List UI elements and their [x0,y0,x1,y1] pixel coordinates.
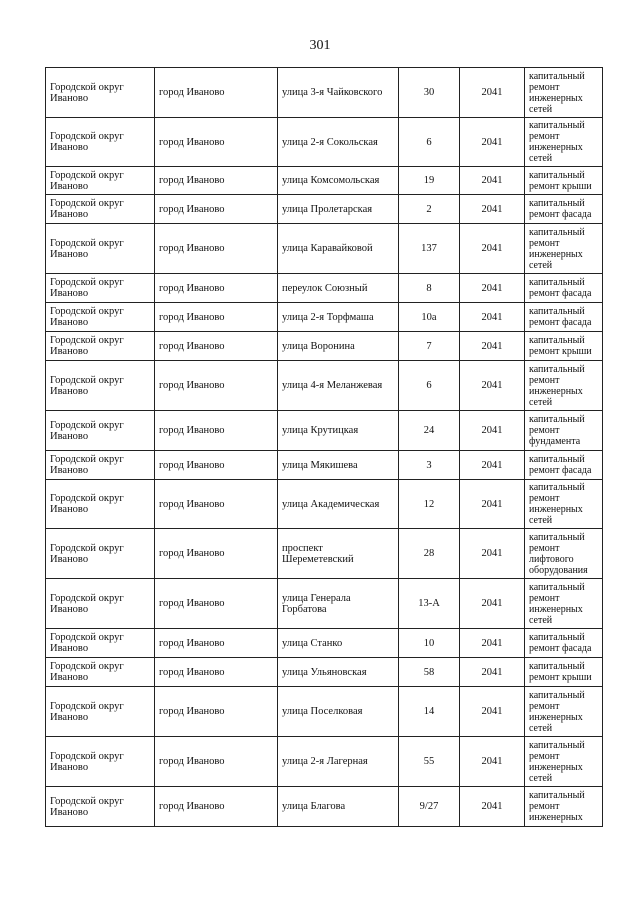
city-cell: город Иваново [155,529,278,579]
year-cell: 2041 [460,303,525,332]
work-type-cell: капитальный ремонт фасада [525,274,603,303]
street-cell: улица Пролетарская [278,195,399,224]
work-type-cell: капитальный ремонт фундамента [525,411,603,451]
municipality-cell: Городской округ Иваново [46,451,155,480]
house-number-cell: 6 [399,118,460,167]
municipality-cell: Городской округ Иваново [46,480,155,529]
municipality-cell: Городской округ Иваново [46,687,155,737]
work-type-cell: капитальный ремонт инженерных [525,787,603,827]
municipality-cell: Городской округ Иваново [46,332,155,361]
work-type-cell: капитальный ремонт инженерных сетей [525,480,603,529]
table-row [46,224,603,274]
table-row [46,303,603,332]
street-cell: улица 3-я Чайковского [278,68,399,118]
table-row [46,68,603,118]
year-cell: 2041 [460,195,525,224]
work-type-cell: капитальный ремонт крыши [525,167,603,195]
municipality-cell: Городской округ Иваново [46,361,155,411]
page-number: 301 [309,38,331,53]
table-body [46,68,603,827]
work-type-cell: капитальный ремонт фасада [525,303,603,332]
work-type-cell: капитальный ремонт инженерных сетей [525,118,603,167]
municipality-cell: Городской округ Иваново [46,167,155,195]
street-cell: проспект Шереметевский [278,529,399,579]
city-cell: город Иваново [155,68,278,118]
municipality-cell: Городской округ Иваново [46,737,155,787]
city-cell: город Иваново [155,224,278,274]
work-type-cell: капитальный ремонт фасада [525,195,603,224]
work-type-cell: капитальный ремонт фасада [525,629,603,658]
city-cell: город Иваново [155,787,278,827]
year-cell: 2041 [460,224,525,274]
house-number-cell: 14 [399,687,460,737]
city-cell: город Иваново [155,303,278,332]
house-number-cell: 6 [399,361,460,411]
house-number-cell: 10 [399,629,460,658]
city-cell: город Иваново [155,411,278,451]
city-cell: город Иваново [155,332,278,361]
table-row [46,480,603,529]
house-number-cell: 28 [399,529,460,579]
street-cell: улица 2-я Лагерная [278,737,399,787]
street-cell: переулок Союзный [278,274,399,303]
street-cell: улица 2-я Торфмаша [278,303,399,332]
municipality-cell: Городской округ Иваново [46,579,155,629]
municipality-cell: Городской округ Иваново [46,274,155,303]
street-cell: улица Воронина [278,332,399,361]
repair-schedule-table [45,67,603,827]
table-row [46,195,603,224]
house-number-cell: 7 [399,332,460,361]
table-row [46,451,603,480]
municipality-cell: Городской округ Иваново [46,118,155,167]
street-cell: улица Благова [278,787,399,827]
work-type-cell: капитальный ремонт крыши [525,332,603,361]
house-number-cell: 3 [399,451,460,480]
table-row [46,361,603,411]
table-row [46,787,603,827]
table-row [46,658,603,687]
year-cell: 2041 [460,68,525,118]
street-cell: улица Комсомольская [278,167,399,195]
city-cell: город Иваново [155,737,278,787]
year-cell: 2041 [460,529,525,579]
city-cell: город Иваново [155,451,278,480]
house-number-cell: 10а [399,303,460,332]
year-cell: 2041 [460,579,525,629]
year-cell: 2041 [460,737,525,787]
table-row [46,118,603,167]
work-type-cell: капитальный ремонт инженерных сетей [525,224,603,274]
house-number-cell: 8 [399,274,460,303]
municipality-cell: Городской округ Иваново [46,303,155,332]
city-cell: город Иваново [155,274,278,303]
work-type-cell: капитальный ремонт инженерных сетей [525,68,603,118]
table-row [46,332,603,361]
year-cell: 2041 [460,480,525,529]
work-type-cell: капитальный ремонт инженерных сетей [525,737,603,787]
house-number-cell: 9/27 [399,787,460,827]
year-cell: 2041 [460,411,525,451]
year-cell: 2041 [460,658,525,687]
house-number-cell: 24 [399,411,460,451]
table-row [46,411,603,451]
municipality-cell: Городской округ Иваново [46,411,155,451]
city-cell: город Иваново [155,195,278,224]
city-cell: город Иваново [155,658,278,687]
city-cell: город Иваново [155,687,278,737]
table-row [46,579,603,629]
year-cell: 2041 [460,687,525,737]
work-type-cell: капитальный ремонт инженерных сетей [525,579,603,629]
table-row [46,687,603,737]
municipality-cell: Городской округ Иваново [46,529,155,579]
street-cell: улица Академическая [278,480,399,529]
table-row [46,629,603,658]
year-cell: 2041 [460,451,525,480]
house-number-cell: 58 [399,658,460,687]
city-cell: город Иваново [155,579,278,629]
table-row [46,167,603,195]
work-type-cell: капитальный ремонт крыши [525,658,603,687]
year-cell: 2041 [460,332,525,361]
city-cell: город Иваново [155,629,278,658]
city-cell: город Иваново [155,361,278,411]
city-cell: город Иваново [155,480,278,529]
table-row [46,529,603,579]
municipality-cell: Городской округ Иваново [46,68,155,118]
city-cell: город Иваново [155,167,278,195]
street-cell: улица Станко [278,629,399,658]
street-cell: улица Каравайковой [278,224,399,274]
year-cell: 2041 [460,167,525,195]
year-cell: 2041 [460,118,525,167]
table-row [46,274,603,303]
street-cell: улица 2-я Сокольская [278,118,399,167]
street-cell: улица 4-я Меланжевая [278,361,399,411]
municipality-cell: Городской округ Иваново [46,658,155,687]
municipality-cell: Городской округ Иваново [46,787,155,827]
house-number-cell: 137 [399,224,460,274]
house-number-cell: 55 [399,737,460,787]
city-cell: город Иваново [155,118,278,167]
work-type-cell: капитальный ремонт инженерных сетей [525,687,603,737]
year-cell: 2041 [460,787,525,827]
house-number-cell: 12 [399,480,460,529]
work-type-cell: капитальный ремонт фасада [525,451,603,480]
year-cell: 2041 [460,274,525,303]
municipality-cell: Городской округ Иваново [46,629,155,658]
work-type-cell: капитальный ремонт инженерных сетей [525,361,603,411]
house-number-cell: 2 [399,195,460,224]
street-cell: улица Ульяновская [278,658,399,687]
street-cell: улица Крутицкая [278,411,399,451]
year-cell: 2041 [460,361,525,411]
house-number-cell: 30 [399,68,460,118]
municipality-cell: Городской округ Иваново [46,195,155,224]
municipality-cell: Городской округ Иваново [46,224,155,274]
street-cell: улица Генерала Горбатова [278,579,399,629]
street-cell: улица Поселковая [278,687,399,737]
house-number-cell: 13-А [399,579,460,629]
year-cell: 2041 [460,629,525,658]
street-cell: улица Мякишева [278,451,399,480]
work-type-cell: капитальный ремонт лифтового оборудования [525,529,603,579]
house-number-cell: 19 [399,167,460,195]
table-row [46,737,603,787]
